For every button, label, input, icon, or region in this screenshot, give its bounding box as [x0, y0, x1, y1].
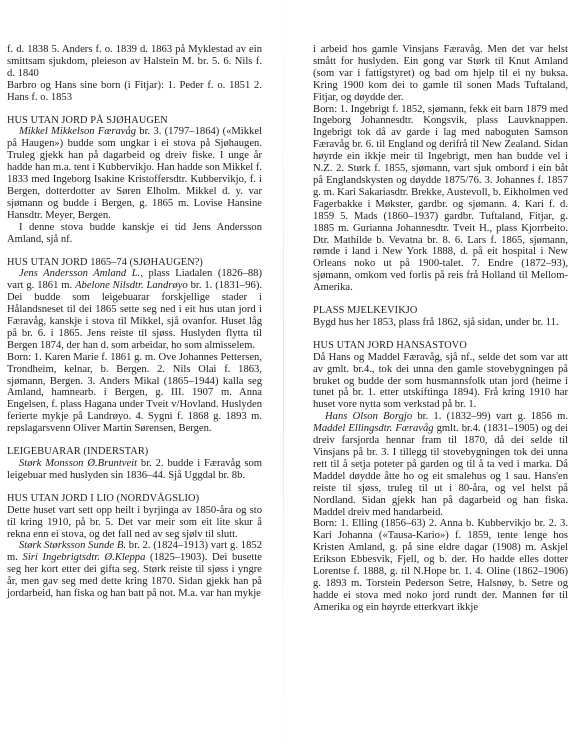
person-name-maddel: Maddel Ellingsdtr. Færavåg: [313, 423, 434, 435]
paragraph-jens: Jens Andersson Amland L., plass Liadalen (1826–88) vart g. 1861 m. Abelone Nilsdtr. Landrøyo br. 1. (1831–96). Dei budde som leigebuarar forskjellige stader i Hålandsneset til dei 1865 sette seg ned i eit hus utan jord i Færavåg, kanskje i stova til Mikkel, sjå ovanfor. Huset låg på br. 6. i 1865. Jens reiste til sjøss. Huslyden flytta til Bergen 1874, der han d. som arbeidar, ho som almisselem.: [7, 268, 263, 351]
paragraph-stork-children: Born: 1. Ingebrigt f. 1852, sjømann, fekk eit barn 1879 med Ingeborg Johannesdtr. Kongsvik, plass Lauvknappen. Ingebrigt tok då av garde i lag med naboguten Samson Færavåg br. 6. til England og derifrå til New Zealand. Sidan høyrde ein ikkje meir til Ingebrigt, men han budde vel i N.Z. 2. Størk f. 1855, sjømann, vart sjuk ombord i ein båt på Englandskysten og døydde 1875/76. 3. Johannes f. 1857 g. m. Kari Sakariasdtr. Brekke, Austevoll, b. Eikholmen ved Fagerbakke i Møkster, gardbr. og sjømann. 4. Kari f. d. 1859 5. Mads (1860–1937) gardbr. Tuftaland, Fitjar, g. 1885 m. Gurianna Johannesdtr. Tveit H., plass Kjorrbeito. Dtr. Mathilde b. Vevatna br. 8. 6. Lars f. 1865, sjømann, rømde i land i New York 1888, d. på eit hospital i New Orleans noko ut på 1900-talet. 7. Endre (1872–93), sjømann, omkom ved forlis på reis frå Holland til Mellom-Amerika.: [313, 103, 568, 294]
person-name-jens: Jens Andersson Amland L.: [19, 268, 141, 280]
section-heading-1865-74: HUS UTAN JORD 1865–74 (SJØHAUGEN?): [7, 256, 203, 268]
person-name-stork-monsson: Størk Monsson Ø.Bruntveit: [19, 458, 138, 469]
person-name-mikkel: Mikkel Mikkelson Færavåg: [19, 126, 137, 138]
section-heading-mjelkevikjo: PLASS MJELKEVIKJO: [313, 305, 418, 317]
paragraph-mikkel: Mikkel Mikkelson Færavåg br. 3. (1797–1864) («Mikkel på Haugen») budde som ungkar i ei stova på Sjøhaugen. Truleg gjekk han på dagarbeid og dreiv fiske. I unge år hadde han m.a. tent i Kubbervikjo. Han hadde son Mikkel f. 1833 med Ingeborg Isakine Kristoffersdtr. Kubbervikjo, f. i Bergen, dotterdotter av Søren Elholm. Mikkel d. y. var sjømann og budde i Bergen, g. 1865 m. Lovise Hansine Hansdtr. Meyer, Bergen.: [7, 126, 262, 221]
page-gutter: [283, 0, 284, 750]
paragraph-stork-monsson: Størk Monsson Ø.Bruntveit br. 2. budde i Færavåg som leigebuar med huslyden sin 1836–44. Sjå Uggdal br. 8b.: [7, 458, 263, 481]
paragraph-stork-storksson: Størk Størksson Sunde B. br. 2. (1824–1913) vart g. 1852 m. Siri Ingebrigtsdtr. Ø.Kleppa (1825–1903). Dei busette seg her kort etter dei gifta seg. Størk reiste til sjøss i yngre år, men gav seg med dette kring 1870. Sidan gjekk han på jordarbeid, han fiska og han batt på not. M.a. var han mykje: [7, 540, 262, 600]
section-heading-lio: HUS UTAN JORD I LIO (NORDVÅGSLIO): [7, 492, 200, 504]
paragraph-intro-1: f. d. 1838 5. Anders f. o. 1839 d. 1863 på Myklestad av ein smittsam sjukdom, pleieson av Halstein M. br. 5. 6. Nils f. d. 1840: [7, 44, 262, 79]
paragraph-lio-house: Dette huset vart sett opp heilt i byrjinga av 1850-åra og sto til kring 1910, på br. 5. Det var meir som eit lite skur å rekna enn ei stova, og det fall ned av seg sjølv til slutt.: [7, 504, 262, 540]
paragraph-hans-children: Born: 1. Elling (1856–63) 2. Anna b. Kubbervikjo br. 2. 3. Kari Johanna («Tausa-Kario») f. 1859, tente lenge hos Kristen Amland, g. på sine eldre dagar (1908) m. Askjel Erikson Ebbesvik, Fjell, og b. der. Ho hadde elles dotter Lorentse f. 1888, g. til N.Hope br. 1. 4. Oline (1862–1906) g. 1893 m. Torstein Pederson Setre, Halsnøy, b. Setre og hadde ei stova med noko jord rundt der. Mannen før til Amerika og ein høyrde etterkvart ikkje: [313, 518, 568, 613]
section-heading-sjohaugen: HUS UTAN JORD PÅ SJØHAUGEN: [7, 114, 168, 126]
person-name-siri: Siri Ingebrigtsdtr. Ø.Kleppa: [22, 552, 146, 564]
right-column: [313, 44, 568, 614]
person-name-hans: Hans Olson Borgjo: [325, 411, 413, 423]
person-name-abelone: Abelone Nilsdtr. Landrøyo: [75, 280, 188, 292]
paragraph-hansastovo-intro: Då Hans og Maddel Færavåg, sjå nf., selde det som var att av gmlt. br.4., tok dei unna den gamle stovebygningen på bruket og budde der som husmannsfolk utan jord (heime i tunet på br. 1. etter utskiftinga 1894). Frå kring 1910 har huset vore nytta som verkstad på br. 1.: [313, 351, 568, 411]
section-heading-leigebuarar: LEIGEBUARAR (INDERSTAR): [7, 446, 149, 458]
section-heading-hansastovo: HUS UTAN JORD HANSASTOVO: [313, 339, 467, 351]
left-column: [7, 44, 262, 600]
paragraph-continued: i arbeid hos gamle Vinsjans Færavåg. Men det var helst smått for huslyden. Ein gong var Størk til Knut Amland (som var i fattigstyret) og bad om hjelp til ei ny buksa. Kring 1900 kom dei to gamle til sonen Mads Tuftaland, Fitjar, og døydde der.: [313, 44, 568, 103]
paragraph-hans: Hans Olson Borgjo br. 1. (1832–99) vart g. 1856 m. Maddel Ellingsdtr. Færavåg gmlt. br.4. (1831–1905) og dei dreiv farsjorda hennar fram til 1870, då dei selde til Vinsjans på br. 3. I tillegg til stovebygningen tok dei unna rett til å setja poteter på garden og til å ta ved i marka. Då Maddel døydde åtte ho og eit smalehus og 1 sau. Hans'en reiste til sjøss, truleg til ut i 80-åra, og vel helst på Nordland. Sidan gjekk han på dagarbeid og han fiska. Maddel dreiv med handarbeid.: [313, 411, 568, 518]
paragraph-intro-2: Barbro og Hans sine born (i Fitjar): 1. Peder f. o. 1851 2. Hans f. o. 1853: [7, 79, 262, 103]
paragraph-mjelkevikjo: Bygd hus her 1853, plass frå 1862, sjå sidan, under br. 11.: [313, 316, 559, 328]
paragraph-mikkel-note: I denne stova budde kanskje ei tid Jens Andersson Amland, sjå nf.: [7, 221, 262, 245]
paragraph-jens-children: Born: 1. Karen Marie f. 1861 g. m. Ove Johannes Pettersen, Trondheim, kelnar, b. Bergen. 2. Nils Olai f. 1863, sjømann, Bergen. 3. Anders Mikal (1865–1944) kalla seg Amland, hamnearb. i Bergen, g. III. 1907 m. Anna Engelsen, f. plass Hagana under Tveit v/Hovland. Huslyden ferierte mykje på Landrøyo. 4. Sygni f. 1868 g. 1893 m. repslagarsvenn Oliver Martin Sørensen, Bergen.: [7, 351, 262, 435]
person-name-stork-storksson: Størk Størksson Sunde B.: [19, 540, 126, 552]
